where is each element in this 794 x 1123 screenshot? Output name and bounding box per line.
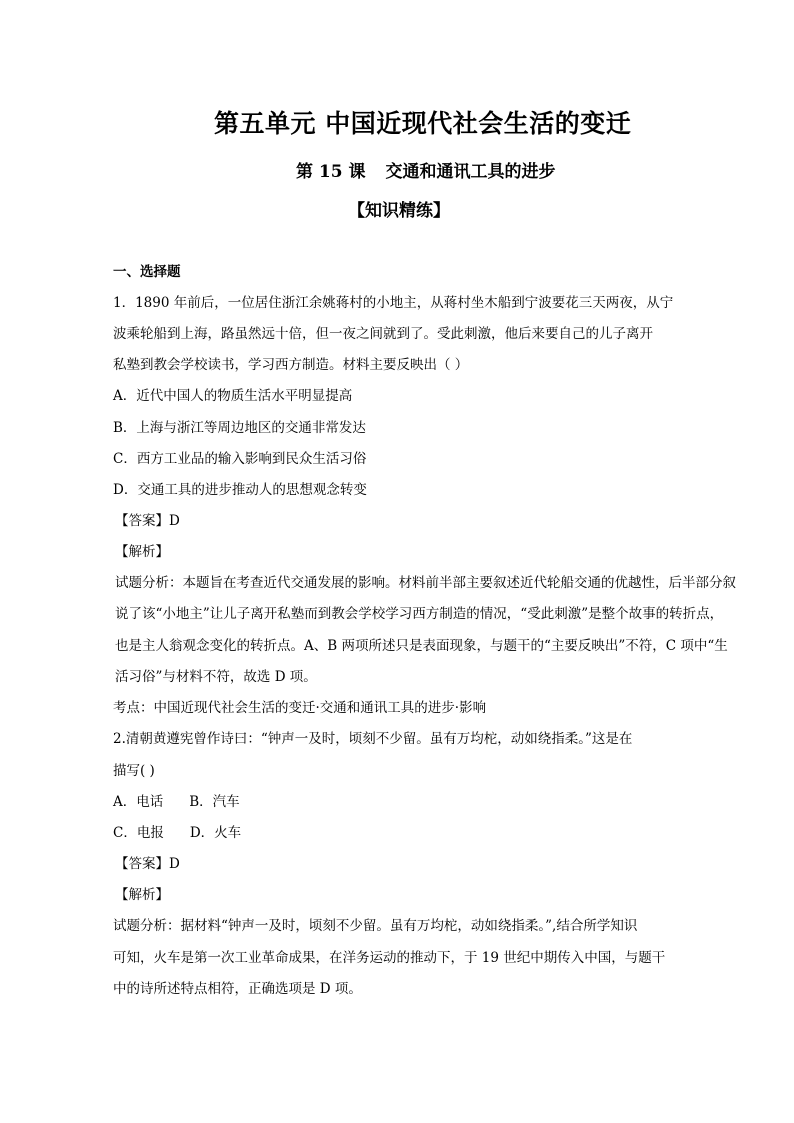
q1-answer: 【答案】D xyxy=(115,513,180,529)
q2-analysis-line-3: 中的诗所述特点相符，正确选项是 D 项。 xyxy=(113,981,362,997)
q2-stem-line-2: 描写( ) xyxy=(113,763,155,779)
q2-option-c: C．电报 xyxy=(113,825,164,841)
q2-analysis-line-2: 可知，火车是第一次工业革命成果，在洋务运动的推动下，于 19 世纪中期传入中国，与题干 xyxy=(113,950,666,966)
q1-analysis-line-2: 说了该“小地主”让儿子离开私塾而到教会学校学习西方制造的情况，“受此刺激”是整个故事的转折点， xyxy=(115,606,724,622)
q1-stem-line-1: 1．1890 年前后，一位居住浙江余姚蒋村的小地主，从蒋村坐木船到宁波要花三天两夜，从宁 xyxy=(113,295,674,311)
q1-analysis-label: 【解析】 xyxy=(115,544,169,560)
q2-stem-line-1: 2.清朝黄遵宪曾作诗曰：“钟声一及时，顷刻不少留。虽有万均柁，动如绕指柔。”这是在 xyxy=(113,731,633,747)
q1-option-a: A．近代中国人的物质生活水平明显提高 xyxy=(113,388,353,404)
section-tag: 【知识精练】 xyxy=(348,201,450,221)
q2-analysis-line-1: 试题分析：据材料“钟声一及时，顷刻不少留。虽有万均柁，动如绕指柔。”,结合所学知识 xyxy=(113,918,638,934)
q2-options-row-1 xyxy=(113,792,240,812)
q1-analysis-line-3: 也是主人翁观念变化的转折点。A、B 两项所述只是表面现象，与题干的“主要反映出”不符，C 项中“生 xyxy=(115,638,728,654)
q1-option-b: B．上海与浙江等周边地区的交通非常发达 xyxy=(113,420,366,436)
q2-option-d: D．火车 xyxy=(189,825,242,841)
lesson-number: 第 15 课 xyxy=(296,162,366,182)
q2-options-row-2 xyxy=(113,823,241,843)
q2-option-b: B．汽车 xyxy=(189,794,240,810)
q2-answer: 【答案】D xyxy=(115,856,180,872)
lesson-name: 交通和通讯工具的进步 xyxy=(385,162,556,182)
q1-analysis-line-4: 活习俗”与材料不符，故选 D 项。 xyxy=(115,669,317,685)
q1-option-c: C．西方工业品的输入影响到民众生活习俗 xyxy=(113,451,367,467)
q1-stem-line-2: 波乘轮船到上海，路虽然远十倍，但一夜之间就到了。受此刺激，他后来要自己的儿子离开 xyxy=(113,326,653,342)
q1-stem-line-3: 私塾到教会学校读书，学习西方制造。材料主要反映出（ ） xyxy=(113,357,469,373)
lesson-title xyxy=(296,157,556,182)
q1-option-d: D．交通工具的进步推动人的思想观念转变 xyxy=(113,482,367,498)
section-heading: 一、选择题 xyxy=(113,264,181,280)
q2-option-a: A．电话 xyxy=(113,794,164,810)
q1-analysis-line-1: 试题分析：本题旨在考查近代交通发展的影响。材料前半部主要叙述近代轮船交通的优越性，后半部分叙 xyxy=(115,575,736,591)
q1-kaodian: 考点：中国近现代社会生活的变迁·交通和通讯工具的进步·影响 xyxy=(113,700,487,716)
q2-analysis-label: 【解析】 xyxy=(115,887,169,903)
unit-title: 第五单元 中国近现代社会生活的变迁 xyxy=(214,109,632,138)
